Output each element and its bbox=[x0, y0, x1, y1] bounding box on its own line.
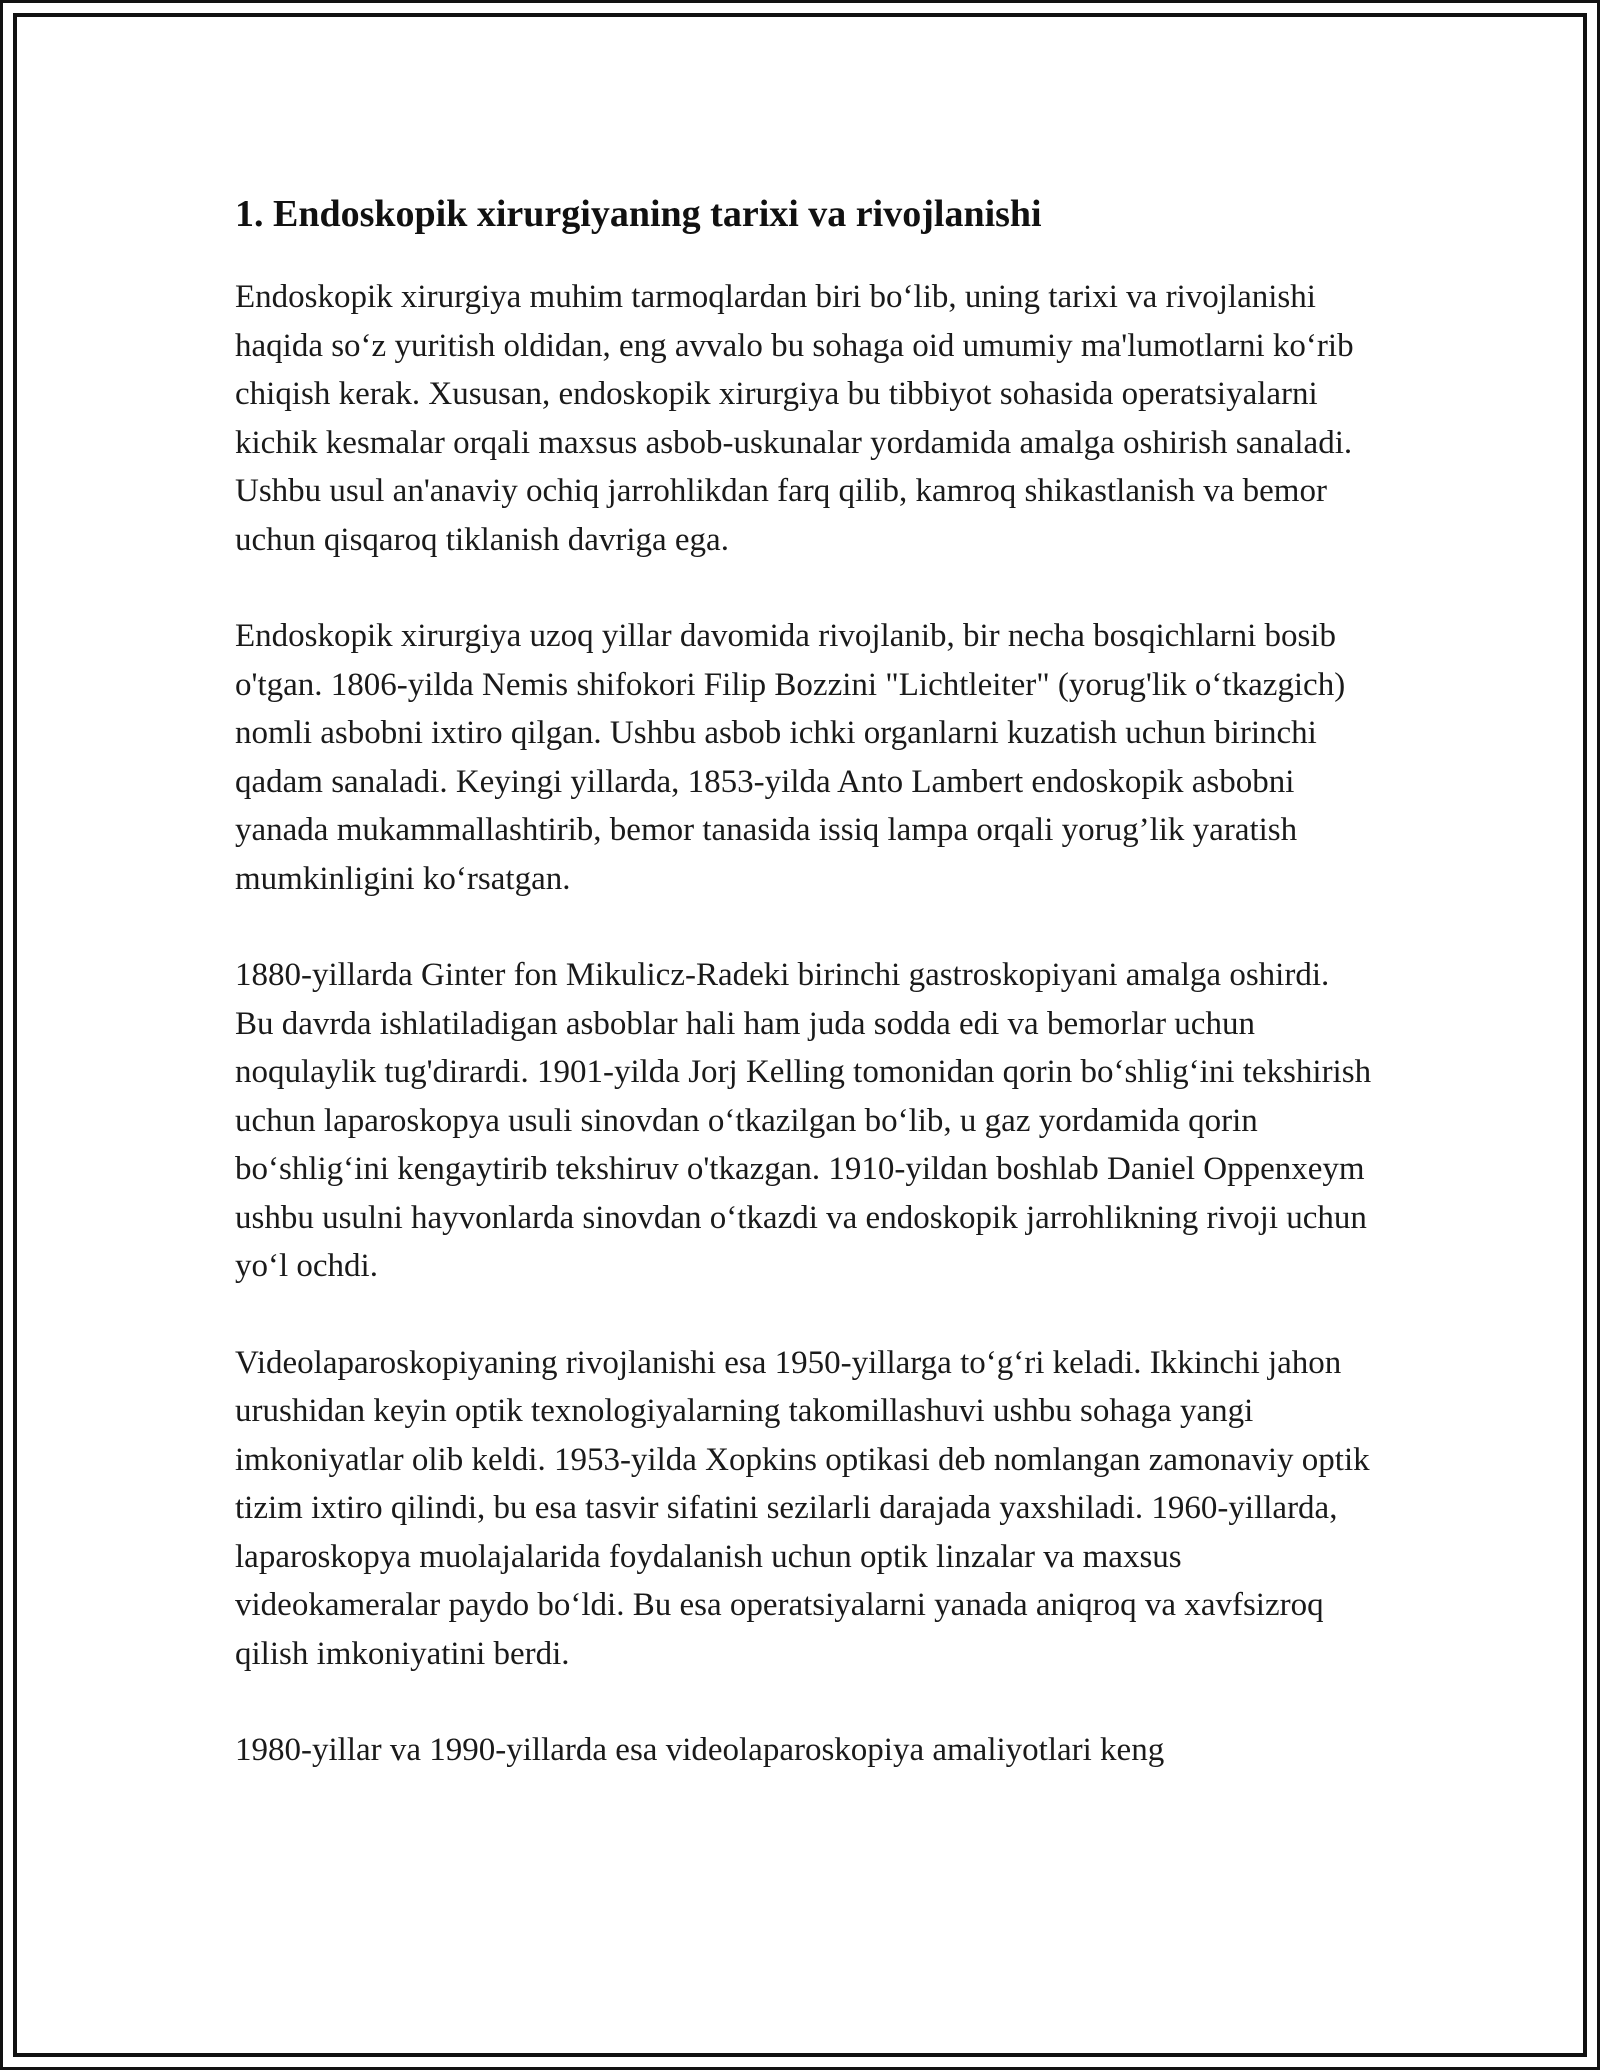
document-body bbox=[235, 186, 1375, 1823]
paragraph-3: 1880-yillarda Ginter fon Mikulicz-Radeki birinchi gastroskopiyani amalga oshirdi. Bu davrda ishlatiladigan asboblar hali ham juda sodda edi va bemorlar uchun noqulaylik tug'dirardi. 1901-yilda Jorj Kelling tomonidan qorin bo‘shlig‘ini tekshirish uchun laparoskopya usuli sinovdan o‘tkazilgan bo‘lib, u gaz yordamida qorin bo‘shlig‘ini kengaytirib tekshiruv o'tkazgan. 1910-yildan boshlab Daniel Oppenxeym ushbu usulni hayvonlarda sinovdan o‘tkazdi va endoskopik jarrohlikning rivoji uchun yo‘l ochdi. bbox=[235, 957, 1372, 1284]
paragraph-2: Endoskopik xirurgiya uzoq yillar davomida rivojlanib, bir necha bosqichlarni bosib o'tgan. 1806-yilda Nemis shifokori Filip Bozzini "Lichtleiter" (yorug'lik o‘tkazgich) nomli asbobni ixtiro qilgan. Ushbu asbob ichki organlarni kuzatish uchun birinchi qadam sanaladi. Keyingi yillarda, 1853-yilda Anto Lambert endoskopik asbobni yanada mukammallashtirib, bemor tanasida issiq lampa orqali yorug’lik yaratish mumkinligini ko‘rsatgan. bbox=[235, 618, 1346, 897]
paragraph-1: Endoskopik xirurgiya muhim tarmoqlardan biri bo‘lib, uning tarixi va rivojlanishi haqida so‘z yuritish oldidan, eng avvalo bu sohaga oid umumiy ma'lumotlarni ko‘rib chiqish kerak. Xususan, endoskopik xirurgiya bu tibbiyot sohasida operatsiyalarni kichik kesmalar orqali maxsus asbob-uskunalar yordamida amalga oshirish sanaladi. Ushbu usul an'anaviy ochiq jarrohlikdan farq qilib, kamroq shikastlanish va bemor uchun qisqaroq tiklanish davriga ega. bbox=[235, 279, 1354, 558]
paragraph-4: Videolaparoskopiyaning rivojlanishi esa 1950-yillarga to‘g‘ri keladi. Ikkinchi jahon urushidan keyin optik texnologiyalarning takomillashuvi ushbu sohaga yangi imkoniyatlar olib keldi. 1953-yilda Xopkins optikasi deb nomlangan zamonaviy optik tizim ixtiro qilindi, bu esa tasvir sifatini sezilarli darajada yaxshiladi. 1960-yillarda, laparoskopya muolajalarida foydalanish uchun optik linzalar va maxsus videokameralar paydo bo‘ldi. Bu esa operatsiyalarni yanada aniqroq va xavfsizroq qilish imkoniyatini berdi. bbox=[235, 1344, 1370, 1672]
paragraph-5: 1980-yillar va 1990-yillarda esa videolaparoskopiya amaliyotlari keng bbox=[235, 1732, 1165, 1768]
section-heading: 1. Endoskopik xirurgiyaning tarixi va rivojlanishi bbox=[235, 193, 1042, 235]
